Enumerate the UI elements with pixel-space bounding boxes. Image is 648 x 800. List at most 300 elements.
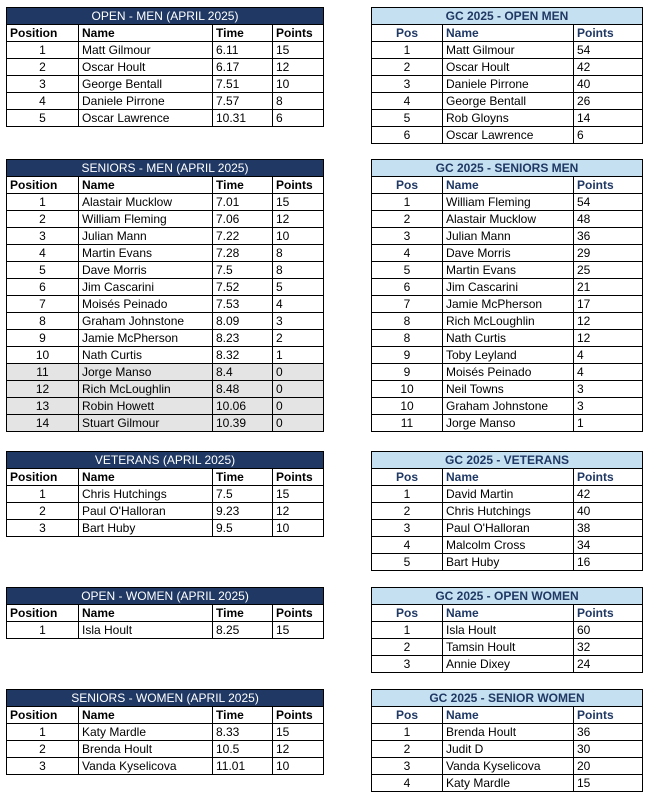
- seniors-women-table: [6, 689, 324, 775]
- column-header-position: Position: [7, 177, 79, 194]
- cell-name: Oscar Lawrence: [79, 110, 213, 127]
- cell-position: 2: [7, 741, 79, 758]
- table-title: GC 2025 - VETERANS: [372, 452, 643, 469]
- column-header-points: Points: [574, 707, 643, 724]
- cell-position: 5: [7, 110, 79, 127]
- cell-position: 1: [7, 486, 79, 503]
- cell-points: 4: [273, 296, 324, 313]
- column-header-pos: Pos: [372, 469, 443, 486]
- table-row: [372, 364, 643, 381]
- cell-name: Vanda Kyselicova: [443, 758, 574, 775]
- column-header-name: Name: [79, 605, 213, 622]
- cell-name: Oscar Hoult: [79, 59, 213, 76]
- cell-name: Nath Curtis: [443, 330, 574, 347]
- cell-position: 2: [372, 741, 443, 758]
- header-row: [372, 177, 643, 194]
- open-women-table: [6, 587, 324, 639]
- cell-points: 48: [574, 211, 643, 228]
- column-header-points: Points: [574, 25, 643, 42]
- table-row: [372, 622, 643, 639]
- cell-position: 6: [372, 279, 443, 296]
- cell-position: 5: [7, 262, 79, 279]
- table-row: [7, 59, 324, 76]
- cell-position: 5: [372, 110, 443, 127]
- table-row: [7, 228, 324, 245]
- cell-points: 40: [574, 503, 643, 520]
- cell-name: Moisés Peinado: [443, 364, 574, 381]
- table-row: [372, 42, 643, 59]
- cell-position: 2: [372, 211, 443, 228]
- column-header-pos: Pos: [372, 707, 443, 724]
- cell-name: Tamsin Hoult: [443, 639, 574, 656]
- cell-position: 11: [372, 415, 443, 432]
- cell-time: 8.48: [213, 381, 273, 398]
- table-row: [7, 364, 324, 381]
- cell-position: 10: [372, 398, 443, 415]
- cell-points: 26: [574, 93, 643, 110]
- table-row: [372, 127, 643, 144]
- seniors-men-table: [6, 159, 324, 432]
- table-row: [372, 347, 643, 364]
- cell-position: 6: [372, 127, 443, 144]
- cell-position: 3: [372, 228, 443, 245]
- title-row: [7, 452, 324, 469]
- cell-name: William Fleming: [79, 211, 213, 228]
- cell-points: 4: [574, 364, 643, 381]
- cell-name: David Martin: [443, 486, 574, 503]
- table-row: [372, 656, 643, 673]
- table-title: VETERANS (APRIL 2025): [7, 452, 324, 469]
- table-row: [7, 42, 324, 59]
- cell-position: 1: [372, 724, 443, 741]
- cell-position: 4: [372, 537, 443, 554]
- table-row: [372, 279, 643, 296]
- cell-points: 12: [574, 313, 643, 330]
- header-row: [372, 25, 643, 42]
- cell-name: Paul O'Halloran: [79, 503, 213, 520]
- cell-position: 9: [372, 347, 443, 364]
- column-header-points: Points: [273, 707, 324, 724]
- cell-name: Daniele Pirrone: [79, 93, 213, 110]
- cell-time: 11.01: [213, 758, 273, 775]
- cell-position: 5: [372, 554, 443, 571]
- cell-position: 1: [372, 622, 443, 639]
- cell-name: Neil Towns: [443, 381, 574, 398]
- cell-position: 3: [7, 228, 79, 245]
- table-row: [372, 228, 643, 245]
- cell-position: 2: [7, 211, 79, 228]
- header-row: [7, 707, 324, 724]
- cell-time: 7.01: [213, 194, 273, 211]
- title-row: [7, 8, 324, 25]
- column-header-name: Name: [79, 25, 213, 42]
- cell-position: 3: [7, 76, 79, 93]
- title-row: [7, 160, 324, 177]
- cell-name: Stuart Gilmour: [79, 415, 213, 432]
- cell-position: 2: [7, 59, 79, 76]
- cell-position: 7: [372, 296, 443, 313]
- cell-name: Annie Dixey: [443, 656, 574, 673]
- cell-name: Robin Howett: [79, 398, 213, 415]
- table-row: [372, 296, 643, 313]
- cell-points: 40: [574, 76, 643, 93]
- table-row: [7, 211, 324, 228]
- cell-time: 7.06: [213, 211, 273, 228]
- column-header-points: Points: [574, 177, 643, 194]
- cell-points: 16: [574, 554, 643, 571]
- cell-name: Oscar Hoult: [443, 59, 574, 76]
- table-row: [372, 59, 643, 76]
- title-row: [7, 588, 324, 605]
- cell-name: Isla Hoult: [79, 622, 213, 639]
- table-row: [372, 194, 643, 211]
- cell-time: 7.53: [213, 296, 273, 313]
- table-row: [372, 245, 643, 262]
- cell-name: Alastair Mucklow: [443, 211, 574, 228]
- cell-name: Jorge Manso: [443, 415, 574, 432]
- cell-name: Jamie McPherson: [443, 296, 574, 313]
- gc-senior-women-table: [371, 689, 643, 792]
- gc-veterans-table: [371, 451, 643, 571]
- cell-points: 29: [574, 245, 643, 262]
- cell-position: 2: [372, 59, 443, 76]
- cell-position: 3: [7, 758, 79, 775]
- cell-time: 7.5: [213, 486, 273, 503]
- table-row: [7, 330, 324, 347]
- cell-name: Graham Johnstone: [79, 313, 213, 330]
- cell-position: 1: [7, 622, 79, 639]
- cell-points: 38: [574, 520, 643, 537]
- column-header-points: Points: [574, 469, 643, 486]
- cell-position: 8: [372, 330, 443, 347]
- table-title: SENIORS - WOMEN (APRIL 2025): [7, 690, 324, 707]
- cell-points: 15: [273, 622, 324, 639]
- cell-points: 12: [273, 741, 324, 758]
- cell-name: Alastair Mucklow: [79, 194, 213, 211]
- cell-points: 30: [574, 741, 643, 758]
- cell-name: Toby Leyland: [443, 347, 574, 364]
- cell-points: 12: [273, 211, 324, 228]
- header-row: [7, 25, 324, 42]
- cell-points: 15: [273, 724, 324, 741]
- title-row: [7, 690, 324, 707]
- cell-name: Daniele Pirrone: [443, 76, 574, 93]
- cell-points: 3: [273, 313, 324, 330]
- cell-position: 1: [372, 42, 443, 59]
- cell-time: 8.4: [213, 364, 273, 381]
- cell-position: 4: [372, 93, 443, 110]
- column-header-name: Name: [443, 177, 574, 194]
- cell-name: Judit D: [443, 741, 574, 758]
- table-row: [372, 758, 643, 775]
- cell-time: 7.22: [213, 228, 273, 245]
- cell-position: 1: [372, 486, 443, 503]
- table-row: [372, 262, 643, 279]
- cell-position: 8: [7, 313, 79, 330]
- cell-time: 7.28: [213, 245, 273, 262]
- cell-time: 8.32: [213, 347, 273, 364]
- table-row: [372, 554, 643, 571]
- cell-name: Katy Mardle: [79, 724, 213, 741]
- table-row: [7, 262, 324, 279]
- cell-name: Vanda Kyselicova: [79, 758, 213, 775]
- table-row: [7, 93, 324, 110]
- table-row: [7, 486, 324, 503]
- cell-name: William Fleming: [443, 194, 574, 211]
- cell-name: Julian Mann: [79, 228, 213, 245]
- table-row: [7, 381, 324, 398]
- table-row: [7, 503, 324, 520]
- gc-seniors-men-table: [371, 159, 643, 432]
- column-header-points: Points: [273, 177, 324, 194]
- table-row: [372, 639, 643, 656]
- table-row: [372, 330, 643, 347]
- cell-points: 12: [574, 330, 643, 347]
- cell-time: 10.31: [213, 110, 273, 127]
- cell-name: Katy Mardle: [443, 775, 574, 792]
- cell-name: Julian Mann: [443, 228, 574, 245]
- cell-name: Rich McLoughlin: [79, 381, 213, 398]
- header-row: [7, 469, 324, 486]
- table-row: [7, 313, 324, 330]
- column-header-pos: Pos: [372, 605, 443, 622]
- cell-name: George Bentall: [79, 76, 213, 93]
- cell-points: 54: [574, 194, 643, 211]
- column-header-pos: Pos: [372, 177, 443, 194]
- cell-time: 6.17: [213, 59, 273, 76]
- header-row: [7, 177, 324, 194]
- cell-position: 8: [372, 313, 443, 330]
- cell-points: 6: [273, 110, 324, 127]
- table-row: [372, 76, 643, 93]
- cell-name: Brenda Hoult: [79, 741, 213, 758]
- cell-position: 4: [7, 93, 79, 110]
- table-row: [372, 313, 643, 330]
- cell-position: 4: [372, 245, 443, 262]
- cell-position: 1: [7, 724, 79, 741]
- cell-time: 8.23: [213, 330, 273, 347]
- cell-name: Jamie McPherson: [79, 330, 213, 347]
- table-row: [7, 347, 324, 364]
- table-row: [372, 520, 643, 537]
- cell-points: 15: [273, 42, 324, 59]
- cell-points: 3: [574, 381, 643, 398]
- cell-points: 42: [574, 59, 643, 76]
- table-row: [7, 398, 324, 415]
- column-header-time: Time: [213, 605, 273, 622]
- table-row: [7, 622, 324, 639]
- cell-points: 6: [574, 127, 643, 144]
- cell-time: 7.51: [213, 76, 273, 93]
- cell-points: 42: [574, 486, 643, 503]
- cell-points: 21: [574, 279, 643, 296]
- gc-open-men-table: [371, 7, 643, 144]
- title-row: [372, 588, 643, 605]
- column-header-time: Time: [213, 25, 273, 42]
- cell-name: Isla Hoult: [443, 622, 574, 639]
- column-header-position: Position: [7, 25, 79, 42]
- cell-name: Chris Hutchings: [79, 486, 213, 503]
- cell-position: 11: [7, 364, 79, 381]
- cell-points: 54: [574, 42, 643, 59]
- table-row: [372, 724, 643, 741]
- cell-position: 1: [7, 42, 79, 59]
- cell-points: 0: [273, 398, 324, 415]
- cell-points: 20: [574, 758, 643, 775]
- header-row: [372, 707, 643, 724]
- column-header-name: Name: [443, 25, 574, 42]
- table-row: [7, 741, 324, 758]
- cell-time: 10.39: [213, 415, 273, 432]
- cell-points: 2: [273, 330, 324, 347]
- column-header-name: Name: [79, 177, 213, 194]
- column-header-points: Points: [273, 25, 324, 42]
- cell-name: Bart Huby: [443, 554, 574, 571]
- open-men-table: [6, 7, 324, 127]
- cell-name: Brenda Hoult: [443, 724, 574, 741]
- table-row: [372, 398, 643, 415]
- column-header-points: Points: [574, 605, 643, 622]
- veterans-table: [6, 451, 324, 537]
- cell-position: 10: [372, 381, 443, 398]
- cell-time: 8.09: [213, 313, 273, 330]
- column-header-points: Points: [273, 605, 324, 622]
- cell-points: 17: [574, 296, 643, 313]
- column-header-position: Position: [7, 707, 79, 724]
- table-row: [372, 741, 643, 758]
- title-row: [372, 160, 643, 177]
- cell-position: 7: [7, 296, 79, 313]
- column-header-name: Name: [443, 707, 574, 724]
- cell-name: Jim Cascarini: [79, 279, 213, 296]
- cell-name: Graham Johnstone: [443, 398, 574, 415]
- table-row: [7, 245, 324, 262]
- gc-open-women-table: [371, 587, 643, 673]
- cell-time: 9.5: [213, 520, 273, 537]
- cell-points: 14: [574, 110, 643, 127]
- table-row: [372, 537, 643, 554]
- cell-name: Matt Gilmour: [79, 42, 213, 59]
- column-header-name: Name: [443, 605, 574, 622]
- cell-position: 3: [372, 76, 443, 93]
- table-row: [372, 93, 643, 110]
- title-row: [372, 452, 643, 469]
- table-row: [372, 415, 643, 432]
- cell-name: George Bentall: [443, 93, 574, 110]
- cell-position: 1: [7, 194, 79, 211]
- column-header-name: Name: [79, 469, 213, 486]
- table-row: [7, 520, 324, 537]
- table-title: GC 2025 - OPEN WOMEN: [372, 588, 643, 605]
- cell-name: Martin Evans: [79, 245, 213, 262]
- cell-position: 9: [7, 330, 79, 347]
- cell-time: 7.57: [213, 93, 273, 110]
- cell-points: 36: [574, 228, 643, 245]
- title-row: [372, 8, 643, 25]
- cell-points: 0: [273, 381, 324, 398]
- column-header-name: Name: [79, 707, 213, 724]
- cell-time: 9.23: [213, 503, 273, 520]
- column-header-time: Time: [213, 707, 273, 724]
- cell-position: 2: [372, 503, 443, 520]
- cell-name: Rich McLoughlin: [443, 313, 574, 330]
- cell-position: 12: [7, 381, 79, 398]
- table-row: [372, 110, 643, 127]
- column-header-points: Points: [273, 469, 324, 486]
- cell-points: 60: [574, 622, 643, 639]
- cell-position: 5: [372, 262, 443, 279]
- cell-name: Bart Huby: [79, 520, 213, 537]
- cell-position: 3: [372, 656, 443, 673]
- cell-name: Dave Morris: [79, 262, 213, 279]
- cell-name: Malcolm Cross: [443, 537, 574, 554]
- cell-time: 8.33: [213, 724, 273, 741]
- column-header-position: Position: [7, 605, 79, 622]
- cell-name: Moisés Peinado: [79, 296, 213, 313]
- cell-position: 3: [372, 520, 443, 537]
- cell-points: 8: [273, 262, 324, 279]
- cell-position: 14: [7, 415, 79, 432]
- cell-name: Chris Hutchings: [443, 503, 574, 520]
- cell-points: 34: [574, 537, 643, 554]
- cell-name: Dave Morris: [443, 245, 574, 262]
- header-row: [7, 605, 324, 622]
- table-title: SENIORS - MEN (APRIL 2025): [7, 160, 324, 177]
- cell-points: 5: [273, 279, 324, 296]
- cell-name: Paul O'Halloran: [443, 520, 574, 537]
- cell-points: 10: [273, 758, 324, 775]
- cell-position: 2: [7, 503, 79, 520]
- cell-name: Jim Cascarini: [443, 279, 574, 296]
- cell-points: 8: [273, 245, 324, 262]
- cell-position: 3: [372, 758, 443, 775]
- cell-position: 9: [372, 364, 443, 381]
- cell-position: 1: [372, 194, 443, 211]
- column-header-name: Name: [443, 469, 574, 486]
- cell-position: 4: [372, 775, 443, 792]
- cell-time: 8.25: [213, 622, 273, 639]
- header-row: [372, 605, 643, 622]
- cell-time: 7.5: [213, 262, 273, 279]
- table-row: [7, 110, 324, 127]
- cell-time: 7.52: [213, 279, 273, 296]
- cell-points: 1: [273, 347, 324, 364]
- cell-time: 6.11: [213, 42, 273, 59]
- column-header-time: Time: [213, 177, 273, 194]
- cell-name: Oscar Lawrence: [443, 127, 574, 144]
- table-title: OPEN - MEN (APRIL 2025): [7, 8, 324, 25]
- cell-points: 15: [273, 486, 324, 503]
- title-row: [372, 690, 643, 707]
- table-title: GC 2025 - OPEN MEN: [372, 8, 643, 25]
- table-row: [372, 503, 643, 520]
- table-row: [7, 415, 324, 432]
- cell-time: 10.06: [213, 398, 273, 415]
- cell-name: Jorge Manso: [79, 364, 213, 381]
- table-row: [7, 758, 324, 775]
- table-row: [372, 381, 643, 398]
- cell-points: 12: [273, 59, 324, 76]
- table-row: [7, 724, 324, 741]
- cell-position: 3: [7, 520, 79, 537]
- table-title: OPEN - WOMEN (APRIL 2025): [7, 588, 324, 605]
- cell-name: Nath Curtis: [79, 347, 213, 364]
- cell-points: 1: [574, 415, 643, 432]
- cell-name: Martin Evans: [443, 262, 574, 279]
- cell-position: 10: [7, 347, 79, 364]
- cell-position: 4: [7, 245, 79, 262]
- cell-time: 10.5: [213, 741, 273, 758]
